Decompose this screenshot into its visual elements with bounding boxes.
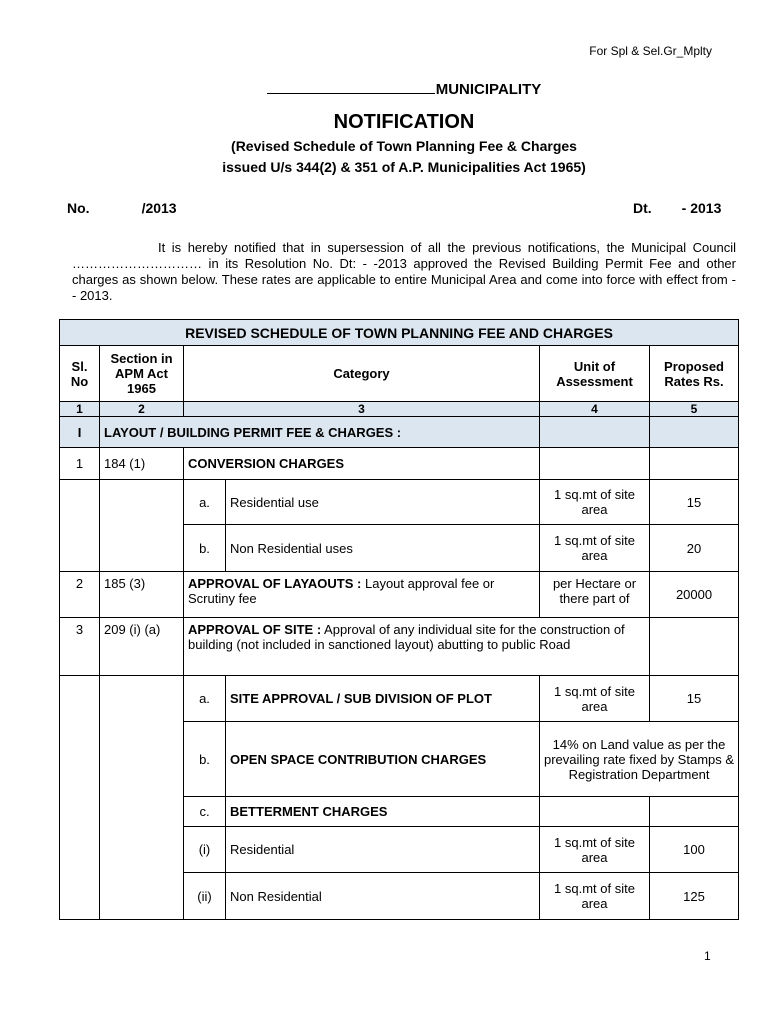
row-label: Residential use <box>226 480 540 525</box>
item-title: APPROVAL OF SITE : <box>188 622 322 637</box>
row-label: BETTERMENT CHARGES <box>226 797 540 827</box>
sub-index: (i) <box>184 827 226 873</box>
item-section: 209 (i) (a) <box>100 618 184 676</box>
row-rate: 20 <box>650 525 739 572</box>
date-label: Dt. <box>633 200 652 216</box>
page-number: 1 <box>704 949 711 963</box>
item-sl: 1 <box>60 448 100 480</box>
item-title: APPROVAL OF LAYAOUTS : <box>188 576 362 591</box>
item-sl: 2 <box>60 572 100 618</box>
part-number: I <box>60 417 100 448</box>
header-rates: Proposed Rates Rs. <box>650 346 739 402</box>
header-category: Category <box>184 346 540 402</box>
row-rate: 125 <box>650 873 739 920</box>
row-label: SITE APPROVAL / SUB DIVISION OF PLOT <box>226 676 540 722</box>
item-description <box>184 572 540 618</box>
column-number: 1 <box>60 402 100 417</box>
municipality-title <box>0 79 768 98</box>
top-note: For Spl & Sel.Gr_Mplty <box>589 44 712 58</box>
table-row-item-1 <box>60 448 739 480</box>
item-title: CONVERSION CHARGES <box>184 448 540 480</box>
table-row <box>60 676 739 722</box>
item-sl: 3 <box>60 618 100 676</box>
page-title: NOTIFICATION <box>333 111 475 133</box>
row-rate: 20000 <box>650 572 739 618</box>
table-title: REVISED SCHEDULE OF TOWN PLANNING FEE AND CHARGES <box>60 320 739 346</box>
date-year: - 2013 <box>681 200 722 216</box>
header-row <box>60 346 739 402</box>
column-number: 5 <box>650 402 739 417</box>
number-year: /2013 <box>141 200 177 216</box>
intro-paragraph <box>72 240 736 304</box>
item-section: 184 (1) <box>100 448 184 480</box>
table-title-row <box>60 320 739 346</box>
row-unit: 1 sq.mt of site area <box>540 827 650 873</box>
number-label: No. <box>67 200 90 216</box>
row-unit: 1 sq.mt of site area <box>540 525 650 572</box>
row-label: Non Residential uses <box>226 525 540 572</box>
column-number: 2 <box>100 402 184 417</box>
part-i-row <box>60 417 739 448</box>
municipality-label: MUNICIPALITY <box>435 81 542 98</box>
sub-index: (ii) <box>184 873 226 920</box>
item-description <box>184 618 650 676</box>
row-unit: 1 sq.mt of site area <box>540 480 650 525</box>
sub-index: b. <box>184 722 226 797</box>
column-number-row <box>60 402 739 417</box>
row-rate: 100 <box>650 827 739 873</box>
header-sl-no: Sl. No <box>60 346 100 402</box>
subtitle-line-1: (Revised Schedule of Town Planning Fee & Charges <box>231 138 577 154</box>
row-label: Residential <box>226 827 540 873</box>
row-unit: 1 sq.mt of site area <box>540 873 650 920</box>
row-rate: 15 <box>650 480 739 525</box>
subtitle-line-2: issued U/s 344(2) & 351 of A.P. Municipalities Act 1965) <box>222 159 586 175</box>
table-row <box>60 480 739 525</box>
item-desc: Layout approval fee or Scrutiny fee <box>188 576 495 606</box>
table-row-item-3 <box>60 618 739 676</box>
row-rate: 15 <box>650 676 739 722</box>
table-row-item-2 <box>60 572 739 618</box>
row-label: OPEN SPACE CONTRIBUTION CHARGES <box>226 722 540 797</box>
notification-number <box>67 200 177 216</box>
item-desc: Approval of any individual site for the construction of building (not included in sanctioned layout) abutting to public Road <box>188 622 625 652</box>
header-unit: Unit of Assessment <box>540 346 650 402</box>
row-value: 14% on Land value as per the prevailing rate fixed by Stamps & Registration Department <box>540 722 739 797</box>
sub-index: b. <box>184 525 226 572</box>
row-label: Non Residential <box>226 873 540 920</box>
sub-index: a. <box>184 676 226 722</box>
schedule-table <box>59 319 739 920</box>
sub-index: a. <box>184 480 226 525</box>
row-unit: 1 sq.mt of site area <box>540 676 650 722</box>
sub-index: c. <box>184 797 226 827</box>
row-unit: per Hectare or there part of <box>540 572 650 618</box>
part-label: LAYOUT / BUILDING PERMIT FEE & CHARGES : <box>100 417 540 448</box>
header-section: Section in APM Act 1965 <box>100 346 184 402</box>
intro-text: It is hereby notified that in supersession of all the previous notifications, the Municipal Council ………………………… in its Resolution No. Dt: - -2013 approved the Revised Building Permit Fee and other charges as shown below. These rates are applicable to entire Municipal Area and come into force with effect from - - 2013. <box>72 240 736 303</box>
municipality-name-blank <box>267 79 435 94</box>
notification-date <box>633 200 721 216</box>
column-number: 4 <box>540 402 650 417</box>
item-section: 185 (3) <box>100 572 184 618</box>
column-number: 3 <box>184 402 540 417</box>
